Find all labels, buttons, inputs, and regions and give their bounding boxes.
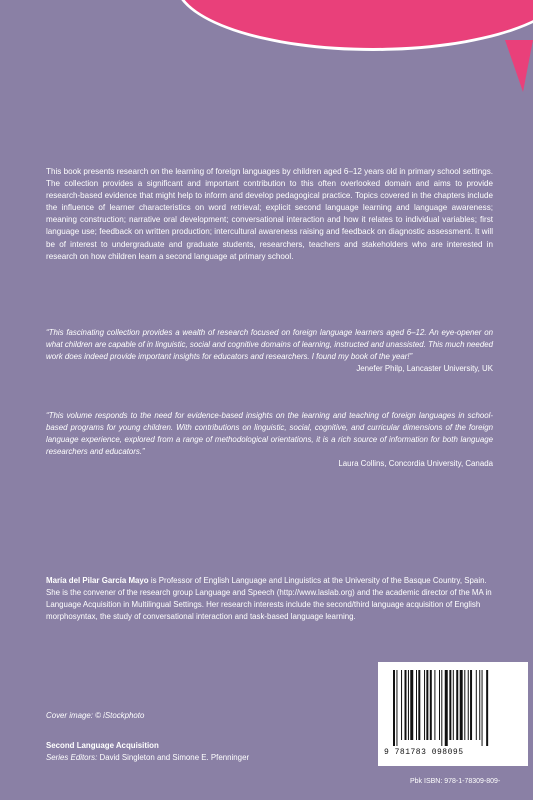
barcode-bar [486,670,488,746]
description-text: This book presents research on the learning of foreign languages by children aged 6–12 years old in primary school settings. The collection provides a significant and important contribution to this often overlooked domain and aims to provide research-based evidence that might help to inform and develop pedagogical practice. Topics covered in the chapters include the influence of learner characteristics on word retrieval; explicit second language learning and language awareness; meaning construction; narrative oral development; conversational interaction and how it relates to individual variables; first language use; feedback on written production; intercultural awareness raising and feedback on diagnostic assessment. It will be of interest to undergraduate and graduate students, researchers, teachers and stakeholders who are interested in research on how children learn a second language at primary school. [46,167,493,261]
barcode [378,662,528,766]
speech-bubble-tail [505,40,533,92]
barcode-bar [468,670,469,740]
review-attribution: Jenefer Philp, Lancaster University, UK [356,364,493,374]
barcode-bar [464,670,465,740]
review-attribution: Laura Collins, Concordia University, Canada [338,459,493,469]
barcode-bars [393,670,515,746]
series-editors [46,752,249,764]
barcode-bar [401,670,402,740]
author-bio [46,575,493,623]
review-quote: “This volume responds to the need for evidence-based insights on the learning and teaching of foreign languages in school-based programs for young children. With contributions on linguistic, social, cognitive, and curricular dimensions of the foreign language experience, explored from a range of methodological orientations, it is a rich source of information for both language researchers and educators.” [46,411,493,457]
barcode-bar [482,670,483,746]
barcode-bar [434,670,435,740]
review-1 [46,327,493,375]
barcode-bar [476,670,477,740]
series-editors-label: Series Editors: [46,753,98,763]
barcode-bar [396,670,397,746]
barcode-bar [453,670,454,740]
barcode-bar [410,670,413,740]
author-bio-text: is Professor of English Language and Linguistics at the University of the Basque Country, Spain. She is the convener of the research group Language and Speech (http://www.laslab.org) and the academic director of the MA in Language Acquisition in Multilingual Settings. Her research interests include the second/third language acquisition of English morphosyntax, the study of conversational interaction and task-based language learning. [46,576,492,622]
cover-credit: Cover image: © iStockphoto [46,711,145,720]
series-editors-names: David Singleton and Simone E. Pfenninger [97,753,250,763]
barcode-bar [479,670,480,740]
barcode-bar [426,670,428,740]
barcode-bar [408,670,409,740]
barcode-bar [405,670,407,740]
series-info [46,740,249,764]
review-quote: “This fascinating collection provides a wealth of research focused on foreign language learners aged 6–12. An eye-opener on what children are capable of in linguistic, social and cognitive domains of learning, instructed and unassisted. This much needed work does indeed provide important insights for educators and researchers. I found my book of the year!” [46,328,493,362]
barcode-bar [456,670,458,740]
barcode-bar [424,670,425,740]
review-2 [46,410,493,470]
barcode-digits: 9 781783 098095 [384,748,464,757]
barcode-bar [441,670,442,746]
author-name: María del Pilar García Mayo [46,576,149,585]
barcode-bar [445,670,448,746]
barcode-bar [460,670,463,740]
barcode-bar [430,670,432,740]
barcode-bar [416,670,417,740]
barcode-bar [449,670,451,740]
book-description [46,166,493,263]
barcode-bar [418,670,420,740]
isbn-label: Pbk ISBN: 978-1-78309-809- [410,778,501,785]
barcode-bar [393,670,395,746]
barcode-bar [470,670,472,740]
barcode-bar [439,670,440,740]
speech-bubble-graphic [175,0,533,51]
series-title: Second Language Acquisition [46,741,159,750]
